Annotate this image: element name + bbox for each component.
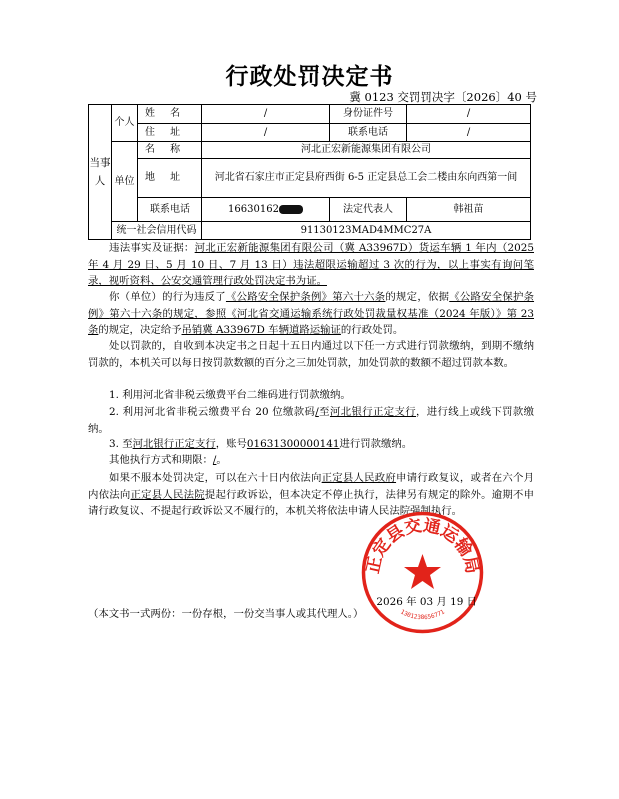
facts-label: 违法事实及证据： [109, 242, 195, 254]
party-label: 当事人 [89, 157, 111, 187]
violation-text-2: 的规定，依据 [385, 291, 450, 303]
violation-text-3: 第六十六条的规定，参照 [109, 307, 227, 320]
official-seal [360, 510, 485, 635]
unit-address-label: 地 址 [145, 172, 187, 183]
method3-text-1: 3. 至 [109, 438, 133, 450]
method2-text-1: 2. 利用河北省非税云缴费平台 20 位缴款码 [109, 406, 316, 418]
bank-account: 01631300000141 [246, 438, 340, 450]
penalty-decision: 吊销冀 A33967D 车辆道路运输证 [181, 324, 341, 336]
unit-name-label: 名 称 [145, 144, 187, 155]
method2-text-3: ，进行线上或线下罚款缴纳。 [88, 406, 535, 435]
other-text-1: 其他执行方式和期限： [109, 454, 213, 466]
facts-company: 河北正宏新能源集团有限公司（冀 A33967D） [194, 242, 419, 254]
party-info-table [88, 104, 531, 240]
appeal-text-1: 如果不服本处罚决定，可以在六十日内依法向 [109, 472, 322, 484]
facts-text-1: 货运车辆 1 年内（2025 年 4 月 29 日、5 月 10 日、7 月 13 日） [88, 242, 534, 271]
payment-code: / [315, 406, 319, 418]
individual-label: 个人 [114, 117, 135, 128]
name-label: 姓 名 [145, 108, 187, 119]
violation-paragraph [88, 289, 534, 339]
violation-text-4: 的规定，决定给予 [98, 324, 182, 336]
other-text-2: 。 [216, 454, 227, 466]
other-value: / [212, 454, 217, 466]
phone-label: 联系电话 [348, 126, 388, 138]
address-value: / [263, 126, 268, 138]
method3-text-3: 进行罚款缴纳。 [339, 438, 413, 450]
seal-text: 正定县交通运输局 [363, 515, 482, 576]
phone-value: / [466, 126, 471, 138]
reference-standard: 《河北省交通运输系统行政处罚裁量权基准（2024 年版）》第 23 条 [88, 307, 535, 336]
appeal-text-2: 申请行政复议，或者在六个月内依法向 [88, 472, 535, 501]
unit-label: 单位 [114, 175, 135, 187]
facts-text-2: 违法超限运输超过 3 次的行为，以上事实有询问笔录，视听资料、公安交通管理行政处罚决定书为证。 [88, 258, 534, 287]
document-number: 冀 0123 交罚罚决字〔2026〕40 号 [349, 90, 537, 104]
review-authority: 正定县人民政府 [321, 472, 397, 484]
page-title: 行政处罚决定书 [225, 64, 394, 90]
redaction-mark [279, 205, 303, 214]
unit-name-value: 河北正宏新能源集团有限公司 [301, 144, 431, 155]
unit-address-value: 河北省石家庄市正定县府西街 6-5 正定县总工会二楼由东向西第一间 [214, 172, 518, 183]
payment-method-1: 1. 利用河北省非税云缴费平台二维码进行罚款缴纳。 [109, 389, 351, 401]
legal-rep-label: 法定代表人 [343, 203, 393, 215]
unit-phone-value: 16630162 [228, 203, 279, 215]
unit-phone-label: 联系电话 [150, 203, 190, 215]
violation-text-5: 的行政处罚。 [340, 324, 404, 336]
fine-intro-paragraph: 处以罚款的，自收到本决定书之日起十五日内通过以下任一方式进行罚款缴纳，到期不缴纳罚款的，本机关可以每日按罚款数额的百分之三加处罚款，加处罚款的数额不超过罚款本数。 [88, 340, 534, 369]
court-name: 正定县人民法院 [130, 488, 205, 501]
footer-note: （本文书一式两份：一份存根，一份交当事人或其代理人。） [88, 608, 364, 620]
method2-text-2: 至 [318, 406, 330, 418]
legal-rep-value: 韩祖苗 [453, 203, 484, 215]
unit-phone-cell [202, 198, 329, 221]
name-value: / [263, 108, 268, 119]
other-method [88, 452, 534, 469]
id-label: 身份证件号 [343, 108, 393, 119]
issue-date: 2026 年 03 月 19 日 [376, 596, 477, 608]
method2-bank: 河北银行正定支行 [329, 406, 417, 418]
address-label: 住 址 [145, 126, 187, 138]
method3-text-2: ，账号 [215, 438, 247, 450]
violation-text-1: 你（单位）的行为违反了 [109, 291, 226, 303]
credit-code-label: 统一社会信用代码 [116, 224, 197, 236]
id-value: / [466, 108, 471, 119]
basis-law: 《公路安全保护条例》 [88, 291, 535, 320]
payment-method-2 [88, 404, 534, 437]
credit-code-value: 91130123MAD4MMC27A [300, 224, 432, 236]
appeal-text-3: 提起行政诉讼，但本决定不停止执行，法律另有规定的除外。逾期不申请行政复议、不提起行政诉讼又不履行的，本机关将依法申请人民法院强制执行。 [88, 488, 535, 517]
violated-law: 《公路安全保护条例》第六十六条 [225, 291, 386, 303]
payment-method-3 [88, 436, 534, 453]
seal-number: 1301238656771 [399, 608, 446, 622]
method3-bank: 河北银行正定支行 [132, 438, 216, 450]
seal-star-icon [404, 554, 441, 589]
facts-paragraph [88, 240, 534, 290]
